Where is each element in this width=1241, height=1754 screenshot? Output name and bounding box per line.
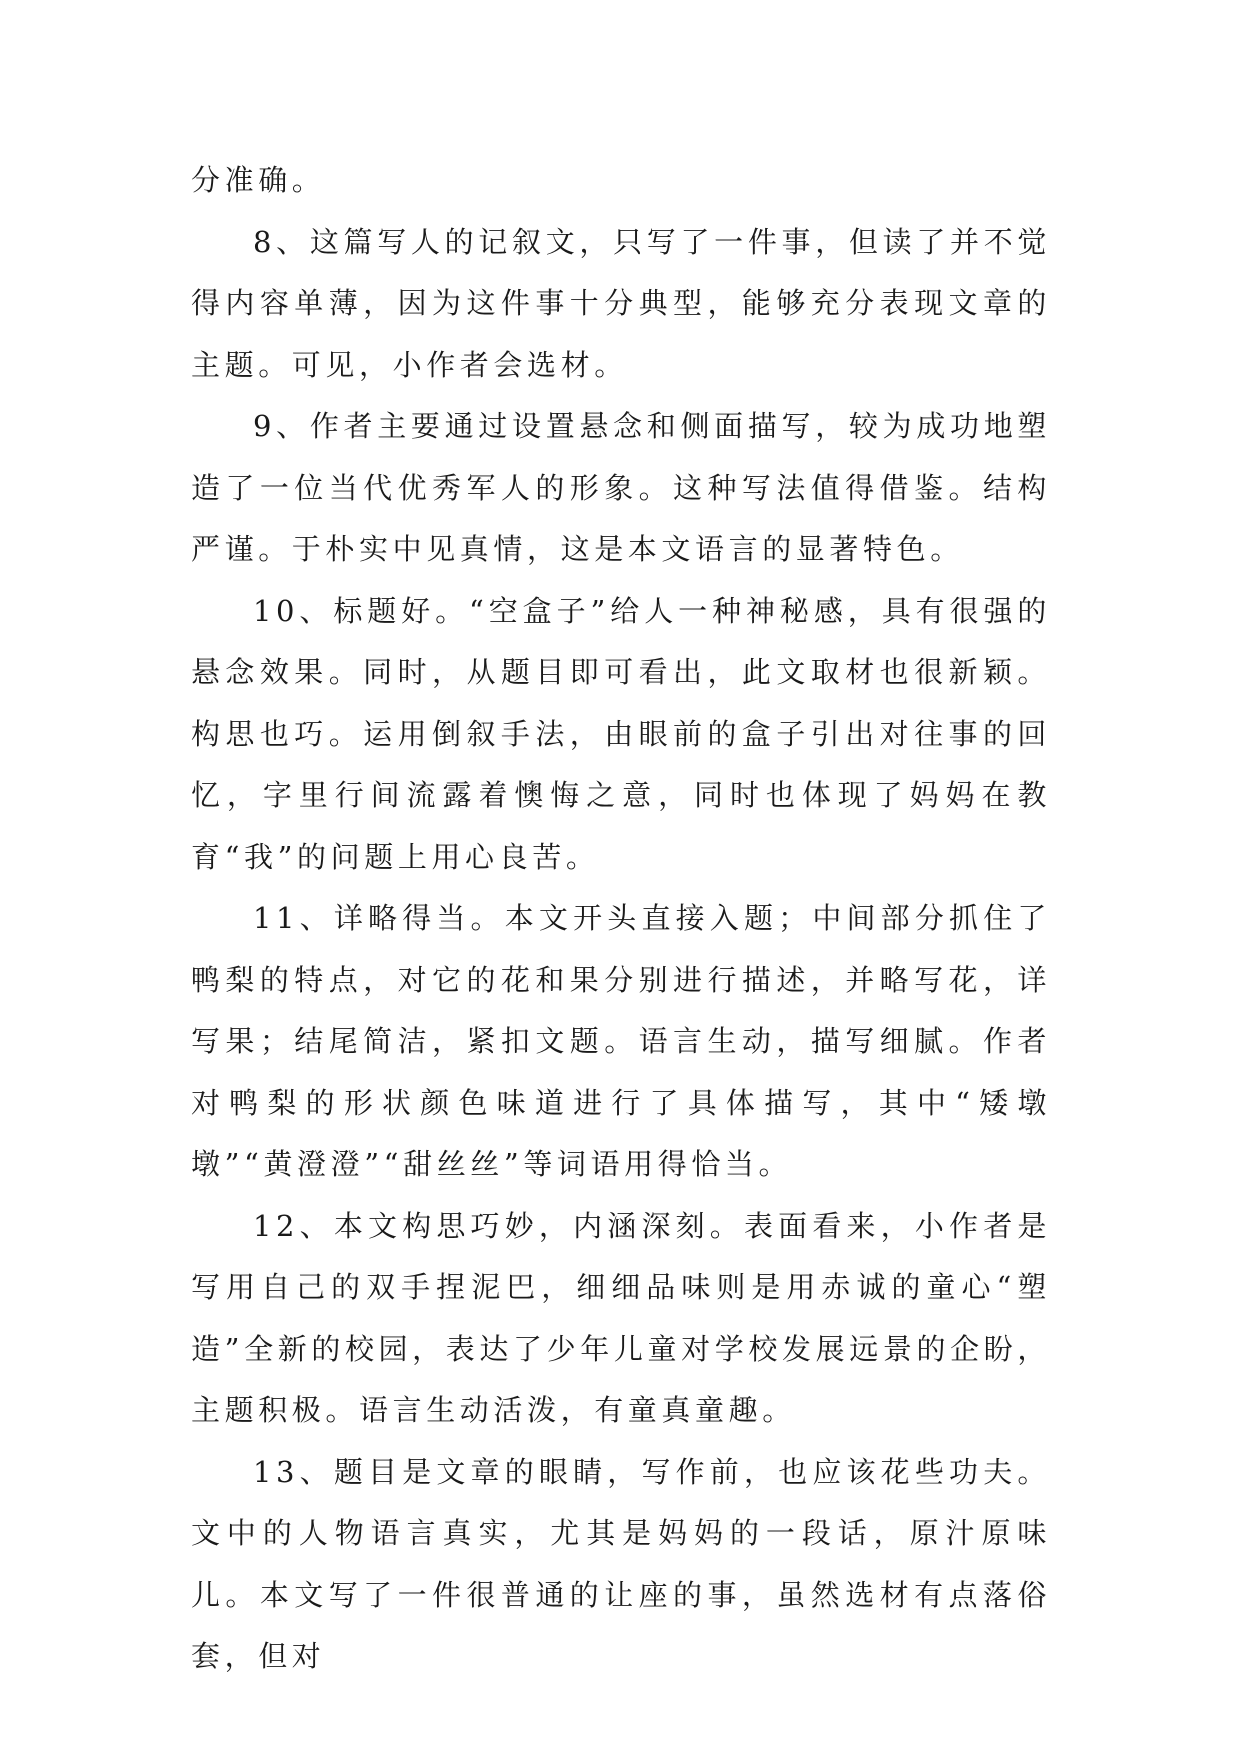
comment-12: 12、本文构思巧妙，内涵深刻。表面看来，小作者是写用自己的双手捏泥巴，细细品味则是用赤诚的童心“塑造”全新的校园，表达了少年儿童对学校发展远景的企盼，主题积极。语言生动活泼，有童真童趣。	[191, 1208, 1051, 1427]
comment-10: 10、标题好。“空盒子”给人一种神秘感，具有很强的悬念效果。同时，从题目即可看出，此文取材也很新颖。构思也巧。运用倒叙手法，由眼前的盒子引出对往事的回忆，字里行间流露着懊悔之意，同时也体现了妈妈在教育“我”的问题上用心良苦。	[191, 593, 1051, 874]
comment-9: 9、作者主要通过设置悬念和侧面描写，较为成功地塑造了一位当代优秀军人的形象。这种写法值得借鉴。结构严谨。于朴实中见真情，这是本文语言的显著特色。	[191, 409, 1051, 566]
paragraph-continuation: 分准确。	[191, 163, 326, 197]
comment-11: 11、详略得当。本文开头直接入题；中间部分抓住了鸭梨的特点，对它的花和果分别进行描述，并略写花，详写果；结尾简洁，紧扣文题。语言生动，描写细腻。作者对鸭梨的形状颜色味道进行了具体描写，其中“矮墩墩”“黄澄澄”“甜丝丝”等词语用得恰当。	[191, 901, 1051, 1181]
document-body	[191, 150, 1051, 1688]
comment-8: 8、这篇写人的记叙文，只写了一件事，但读了并不觉得内容单薄，因为这件事十分典型，能够充分表现文章的主题。可见，小作者会选材。	[191, 224, 1051, 382]
comment-13: 13、题目是文章的眼睛，写作前，也应该花些功夫。文中的人物语言真实，尤其是妈妈的一段话，原汁原味儿。本文写了一件很普通的让座的事，虽然选材有点落俗套，但对	[191, 1454, 1051, 1673]
